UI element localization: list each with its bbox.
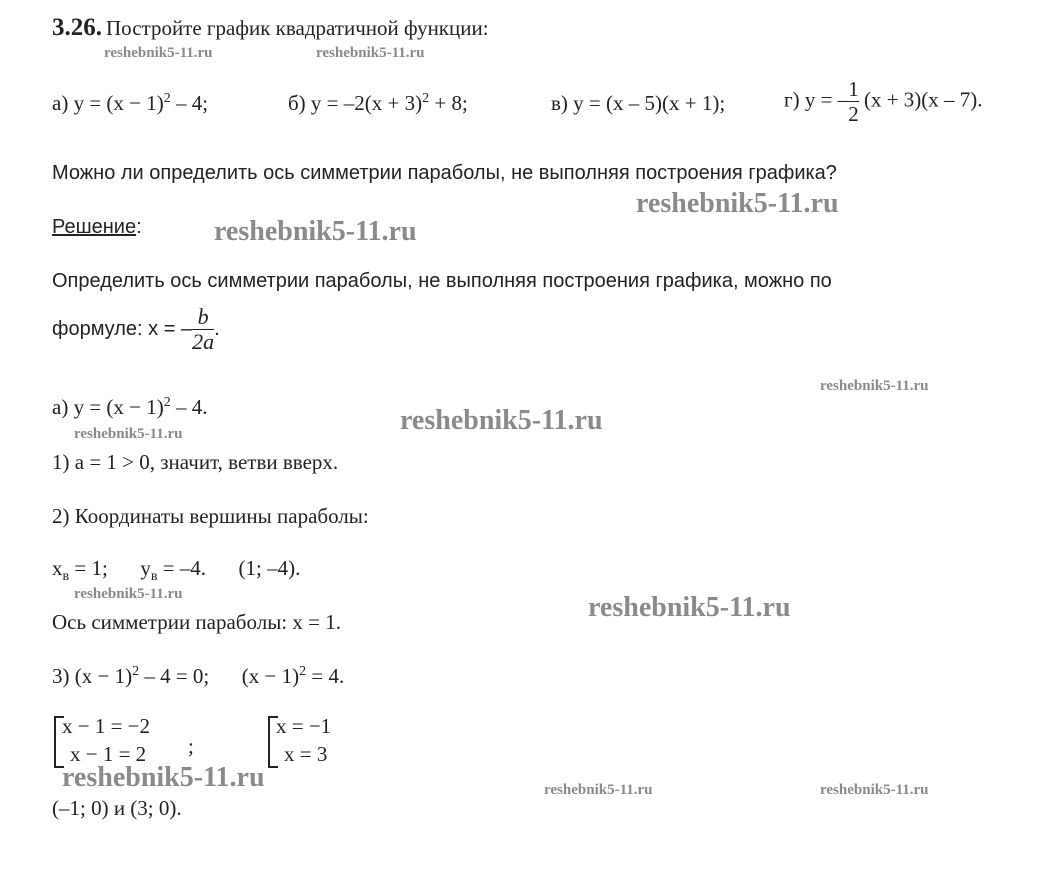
item-g: г) y = – $\frac{1}{2}$ (x + 3)(x – 7). [784, 77, 983, 126]
watermark: reshebnik5-11.ru [400, 405, 603, 436]
roots: (–1; 0) и (3; 0). [52, 796, 182, 820]
vertex-coordinates: $x_в = 1$; $y_в = -4$. (1; –4). [52, 556, 301, 584]
part-a-heading: а) $y = (x - 1)^2 - 4$. [52, 395, 208, 419]
system-2-line-2: x = 3 [284, 742, 328, 766]
watermark: reshebnik5-11.ru [316, 45, 425, 61]
step-2: 2) Координаты вершины параболы: [52, 504, 369, 528]
system-1-line-1: x − 1 = −2 [62, 714, 151, 738]
watermark: reshebnik5-11.ru [214, 216, 417, 247]
formula-line: формуле: x = – $\frac{b}{2a}$ . [52, 304, 220, 354]
problem-header [52, 14, 489, 42]
problem-number: 3.26. [52, 14, 102, 41]
fraction-one-half: $\frac{1}{2}$ [848, 77, 859, 126]
fraction-b-over-2a: $\frac{b}{2a}$ [192, 304, 215, 354]
watermark: reshebnik5-11.ru [820, 378, 929, 394]
problem-title: Постройте график квадратичной функции: [106, 16, 489, 40]
watermark: reshebnik5-11.ru [62, 762, 265, 793]
item-v: в) y = (x – 5)(x + 1); [551, 91, 726, 115]
step-3: 3) $(x - 1)^2 - 4 = 0$; $(x - 1)^2 = 4$. [52, 664, 345, 688]
solution-label: Решение: [52, 216, 142, 238]
system-2-line-1: x = −1 [276, 714, 332, 738]
step-1: 1) a = 1 > 0, значит, ветви вверх. [52, 450, 339, 474]
watermark: reshebnik5-11.ru [74, 426, 183, 442]
watermark: reshebnik5-11.ru [636, 188, 839, 219]
question-text: Можно ли определить ось симметрии параболы, не выполняя построения графика? [52, 162, 837, 184]
axis-of-symmetry: Ось симметрии параболы: x = 1. [52, 610, 341, 634]
watermark: reshebnik5-11.ru [74, 586, 183, 602]
solution-intro: Определить ось симметрии параболы, не выполняя построения графика, можно по [52, 270, 832, 292]
item-b: б) $y = -2(x + 3)^2 + 8$; [288, 91, 468, 115]
item-a: а) $y = (x - 1)^2 - 4$; [52, 91, 209, 115]
system-1-line-2: x − 1 = 2 [70, 742, 147, 766]
watermark: reshebnik5-11.ru [820, 782, 929, 798]
watermark: reshebnik5-11.ru [588, 592, 791, 623]
watermark: reshebnik5-11.ru [544, 782, 653, 798]
watermark: reshebnik5-11.ru [104, 45, 213, 61]
system-separator: ; [188, 734, 194, 758]
